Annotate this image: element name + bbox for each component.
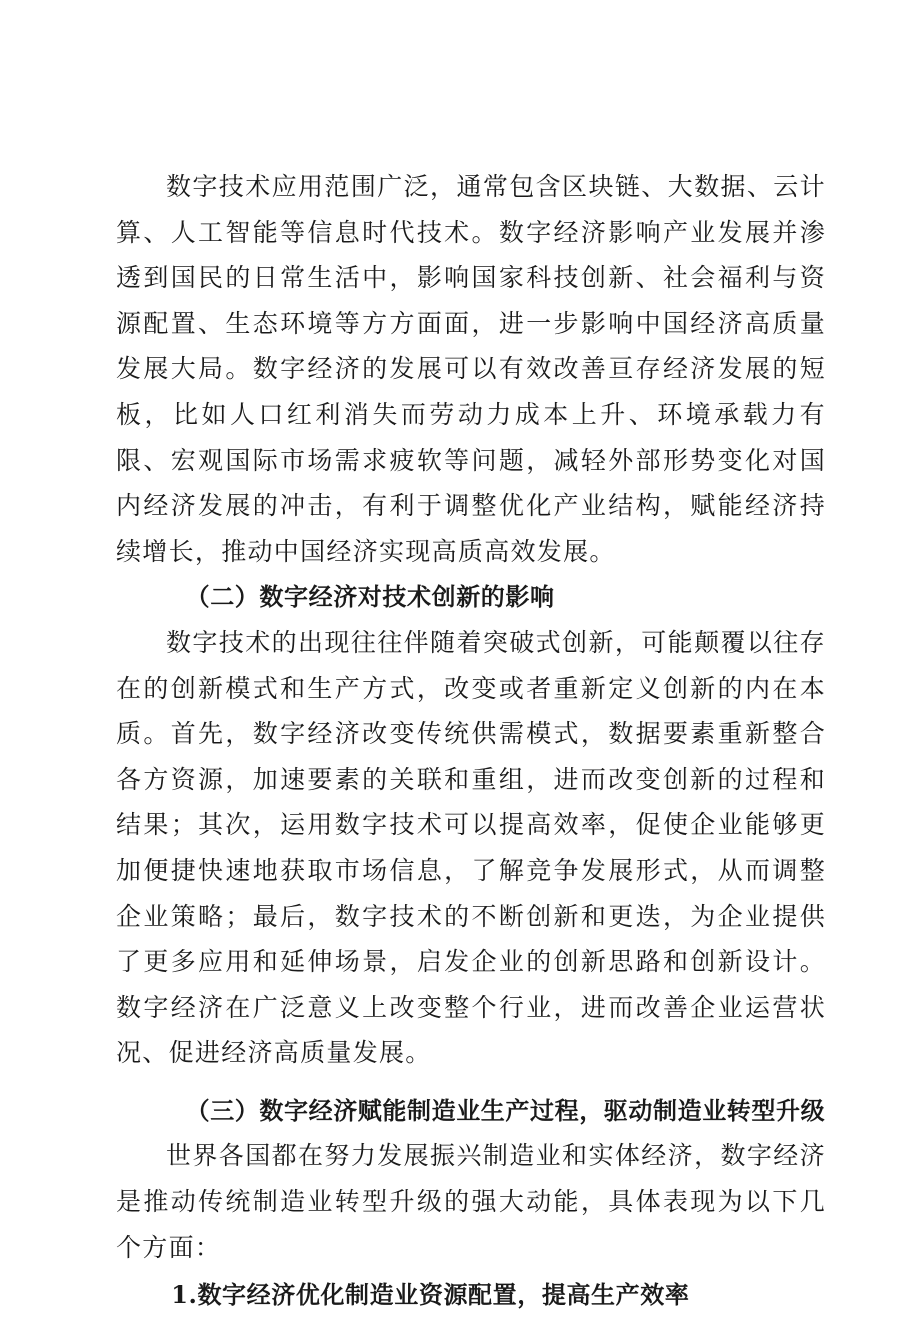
subsection-heading: 1.数字经济优化制造业资源配置，提高生产效率 — [171, 1280, 690, 1310]
document-body — [116, 164, 826, 1318]
body-paragraph: 数字技术应用范围广泛，通常包含区块链、大数据、云计算、人工智能等信息时代技术。数字经济影响产业发展并渗透到国民的日常生活中，影响国家科技创新、社会福利与资源配置、生态环境等方方面面，进一步影响中国经济高质量发展大局。数字经济的发展可以有效改善亘存经济发展的短板，比如人口红利消失而劳动力成本上升、环境承载力有限、宏观国际市场需求疲软等问题，减轻外部形势变化对国内经济发展的冲击，有利于调整优化产业结构，赋能经济持续增长，推动中国经济实现高质高效发展。 — [116, 172, 826, 566]
section-heading: （二）数字经济对技术创新的影响 — [185, 582, 555, 612]
section-heading: （三）数字经济赋能制造业生产过程，驱动制造业转型升级 — [185, 1095, 826, 1125]
body-paragraph: 数字技术的出现往往伴随着突破式创新，可能颠覆以往存在的创新模式和生产方式，改变或者重新定义创新的内在本质。首先，数字经济改变传统供需模式，数据要素重新整合各方资源，加速要素的关联和重组，进而改变创新的过程和结果；其次，运用数字技术可以提高效率，促使企业能够更加便捷快速地获取市场信息，了解竞争发展形式，从而调整企业策略；最后，数字技术的不断创新和更迭，为企业提供了更多应用和延伸场景，启发企业的创新思路和创新设计。数字经济在广泛意义上改变整个行业，进而改善企业运营状况、促进经济高质量发展。 — [116, 627, 826, 1068]
body-paragraph: 世界各国都在努力发展振兴制造业和实体经济，数字经济是推动传统制造业转型升级的强大动能，具体表现为以下几个方面： — [116, 1141, 826, 1262]
